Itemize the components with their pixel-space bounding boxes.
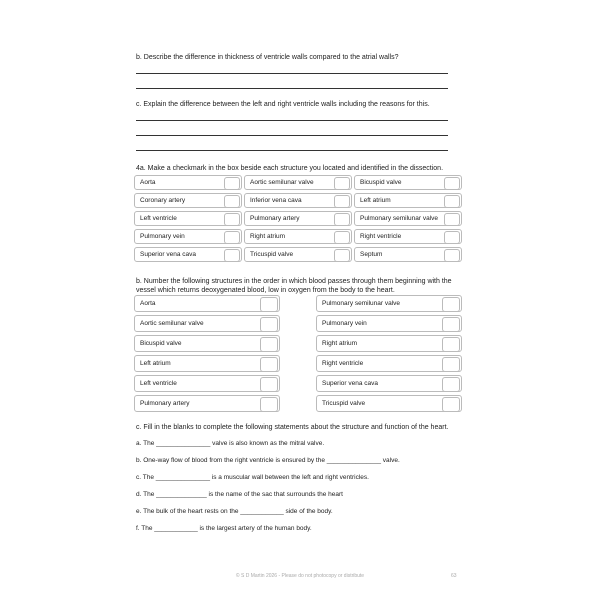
checkbox[interactable] [444,195,460,208]
fill-blank-statement[interactable]: f. The ____________ is the largest artery of the human body. [136,525,312,532]
checkbox[interactable] [444,213,460,226]
checklist-item [354,247,462,262]
checklist-item [354,193,462,208]
checkbox[interactable] [224,231,240,244]
checklist-label: Superior vena cava [140,251,197,258]
checklist-item [354,175,462,190]
sequence-item [316,375,462,392]
order-number-box[interactable] [442,297,460,312]
checklist-item [244,175,352,190]
sequence-label: Right ventricle [322,360,364,367]
checkbox[interactable] [334,249,350,262]
sequence-item [134,315,280,332]
checkbox[interactable] [444,231,460,244]
sequence-item [316,355,462,372]
checkbox[interactable] [224,213,240,226]
checkbox[interactable] [334,177,350,190]
fill-blank-statement[interactable]: e. The bulk of the heart rests on the ____________ side of the body. [136,508,333,515]
checkbox[interactable] [334,231,350,244]
order-number-box[interactable] [442,337,460,352]
question-4c: c. Fill in the blanks to complete the following statements about the structure and function of the heart. [136,424,449,431]
checklist-label: Coronary artery [140,197,186,204]
sequence-item [316,315,462,332]
answer-line[interactable] [136,120,448,121]
checkbox[interactable] [334,195,350,208]
answer-line[interactable] [136,135,448,136]
fill-blank-statement[interactable]: c. The _______________ is a muscular wall between the left and right ventricles. [136,474,369,481]
fill-blank-statement[interactable]: b. One-way flow of blood from the right ventricle is ensured by the _______________ valve. [136,457,400,464]
checklist-label: Aortic semilunar valve [250,179,314,186]
copyright-footer: © S D Martin 2026 - Please do not photocopy or distribute [235,573,365,579]
checkbox[interactable] [444,177,460,190]
sequence-item [134,395,280,412]
checklist-item [134,211,242,226]
checkbox[interactable] [224,249,240,262]
checklist-item [354,211,462,226]
sequence-label: Aortic semilunar valve [140,320,204,327]
sequence-item [316,395,462,412]
order-number-box[interactable] [442,317,460,332]
checklist-label: Tricuspid valve [250,251,294,258]
order-number-box[interactable] [260,317,278,332]
sequence-label: Superior vena cava [322,380,379,387]
question-4a: 4a. Make a checkmark in the box beside each structure you located and identified in the dissection. [136,165,444,172]
checklist-item [134,229,242,244]
sequence-label: Pulmonary semilunar valve [322,300,401,307]
order-number-box[interactable] [442,357,460,372]
checklist-label: Bicuspid valve [360,179,402,186]
question-4b: b. Number the following structures in the order in which blood passes through them beginning with the vessel which returns deoxygenated blood, low in oxygen from the body to the heart. [136,278,452,294]
fill-blank-statement[interactable]: d. The ______________ is the name of the sac that surrounds the heart [136,491,343,498]
checklist-item [134,193,242,208]
sequence-item [134,375,280,392]
checkbox[interactable] [224,177,240,190]
checklist-item [244,247,352,262]
order-number-box[interactable] [442,397,460,412]
order-number-box[interactable] [260,377,278,392]
question-b-ventricle-walls: b. Describe the difference in thickness of ventricle walls compared to the atrial walls? [136,54,399,61]
question-c-left-right-walls: c. Explain the difference between the left and right ventricle walls including the reasons for this. [136,101,430,108]
checklist-item [244,211,352,226]
sequence-item [134,355,280,372]
checklist-label: Pulmonary vein [140,233,185,240]
fill-blank-statement[interactable]: a. The _______________ valve is also known as the mitral valve. [136,440,325,447]
sequence-label: Right atrium [322,340,358,347]
order-number-box[interactable] [260,297,278,312]
checklist-label: Pulmonary semilunar valve [360,215,439,222]
sequence-label: Left atrium [140,360,171,367]
sequence-label: Aorta [140,300,156,307]
sequence-item [134,295,280,312]
checklist-item [354,229,462,244]
answer-line[interactable] [136,150,448,151]
checkbox[interactable] [444,249,460,262]
sequence-label: Tricuspid valve [322,400,366,407]
checklist-item [134,175,242,190]
checklist-label: Left atrium [360,197,391,204]
answer-line[interactable] [136,73,448,74]
checklist-label: Right atrium [250,233,286,240]
checklist-item [244,193,352,208]
checkbox[interactable] [334,213,350,226]
sequence-label: Pulmonary artery [140,400,190,407]
answer-line[interactable] [136,88,448,89]
checklist-item [244,229,352,244]
checklist-label: Aorta [140,179,156,186]
sequence-label: Pulmonary vein [322,320,367,327]
sequence-label: Bicuspid valve [140,340,182,347]
checklist-label: Septum [360,251,383,258]
checklist-label: Left ventricle [140,215,177,222]
order-number-box[interactable] [442,377,460,392]
checklist-label: Inferior vena cava [250,197,302,204]
checklist-label: Right ventricle [360,233,402,240]
checkbox[interactable] [224,195,240,208]
order-number-box[interactable] [260,397,278,412]
order-number-box[interactable] [260,337,278,352]
checklist-label: Pulmonary artery [250,215,300,222]
order-number-box[interactable] [260,357,278,372]
sequence-item [316,295,462,312]
checklist-item [134,247,242,262]
page-number: 63 [451,573,457,579]
sequence-label: Left ventricle [140,380,177,387]
sequence-item [316,335,462,352]
sequence-item [134,335,280,352]
